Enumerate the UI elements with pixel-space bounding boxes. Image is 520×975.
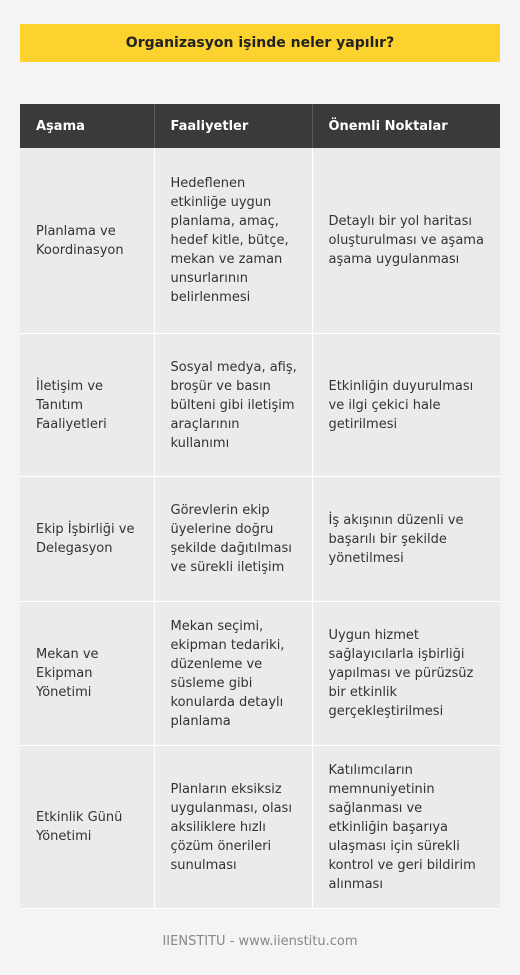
table-row (20, 746, 500, 909)
footer-credit: IIENSTITU - www.iienstitu.com (162, 934, 358, 949)
title-banner (20, 24, 500, 62)
table-cell-key-points: Katılımcıların memnuniyetinin sağlanması ve etkinliğin başarıya ulaşması için sürekli kontrol ve geri bildirim alınması (312, 746, 500, 909)
table-cell-activities: Sosyal medya, afiş, broşür ve basın bülteni gibi iletişim araçlarının kullanımı (154, 334, 312, 477)
column-header-stage: Aşama (20, 104, 154, 148)
table-cell-key-points: Etkinliğin duyurulması ve ilgi çekici hale getirilmesi (312, 334, 500, 477)
table-cell-stage: İletişim ve Tanıtım Faaliyetleri (20, 334, 154, 477)
content-table (20, 104, 500, 909)
table-cell-stage: Planlama ve Koordinasyon (20, 148, 154, 334)
table-cell-stage: Ekip İşbirliği ve Delegasyon (20, 477, 154, 602)
table-row (20, 477, 500, 602)
table-cell-stage: Etkinlik Günü Yönetimi (20, 746, 154, 909)
column-header-activities: Faaliyetler (154, 104, 312, 148)
table-cell-activities: Planların eksiksiz uygulanması, olası aksiliklere hızlı çözüm önerileri sunulması (154, 746, 312, 909)
table-cell-key-points: Detaylı bir yol haritası oluşturulması ve aşama aşama uygulanması (312, 148, 500, 334)
table-cell-activities: Hedeflenen etkinliğe uygun planlama, amaç, hedef kitle, bütçe, mekan ve zaman unsurlarının belirlenmesi (154, 148, 312, 334)
table-cell-activities: Mekan seçimi, ekipman tedariki, düzenleme ve süsleme gibi konularda detaylı planlama (154, 602, 312, 746)
page-title: Organizasyon işinde neler yapılır? (125, 35, 395, 51)
table-header-row (20, 104, 500, 148)
table-cell-key-points: İş akışının düzenli ve başarılı bir şekilde yönetilmesi (312, 477, 500, 602)
column-header-key-points: Önemli Noktalar (312, 104, 500, 148)
table-row (20, 148, 500, 334)
table-cell-key-points: Uygun hizmet sağlayıcılarla işbirliği yapılması ve pürüzsüz bir etkinlik gerçekleştirilmesi (312, 602, 500, 746)
table-row (20, 602, 500, 746)
table-cell-stage: Mekan ve Ekipman Yönetimi (20, 602, 154, 746)
table-cell-activities: Görevlerin ekip üyelerine doğru şekilde dağıtılması ve sürekli iletişim (154, 477, 312, 602)
table-row (20, 334, 500, 477)
